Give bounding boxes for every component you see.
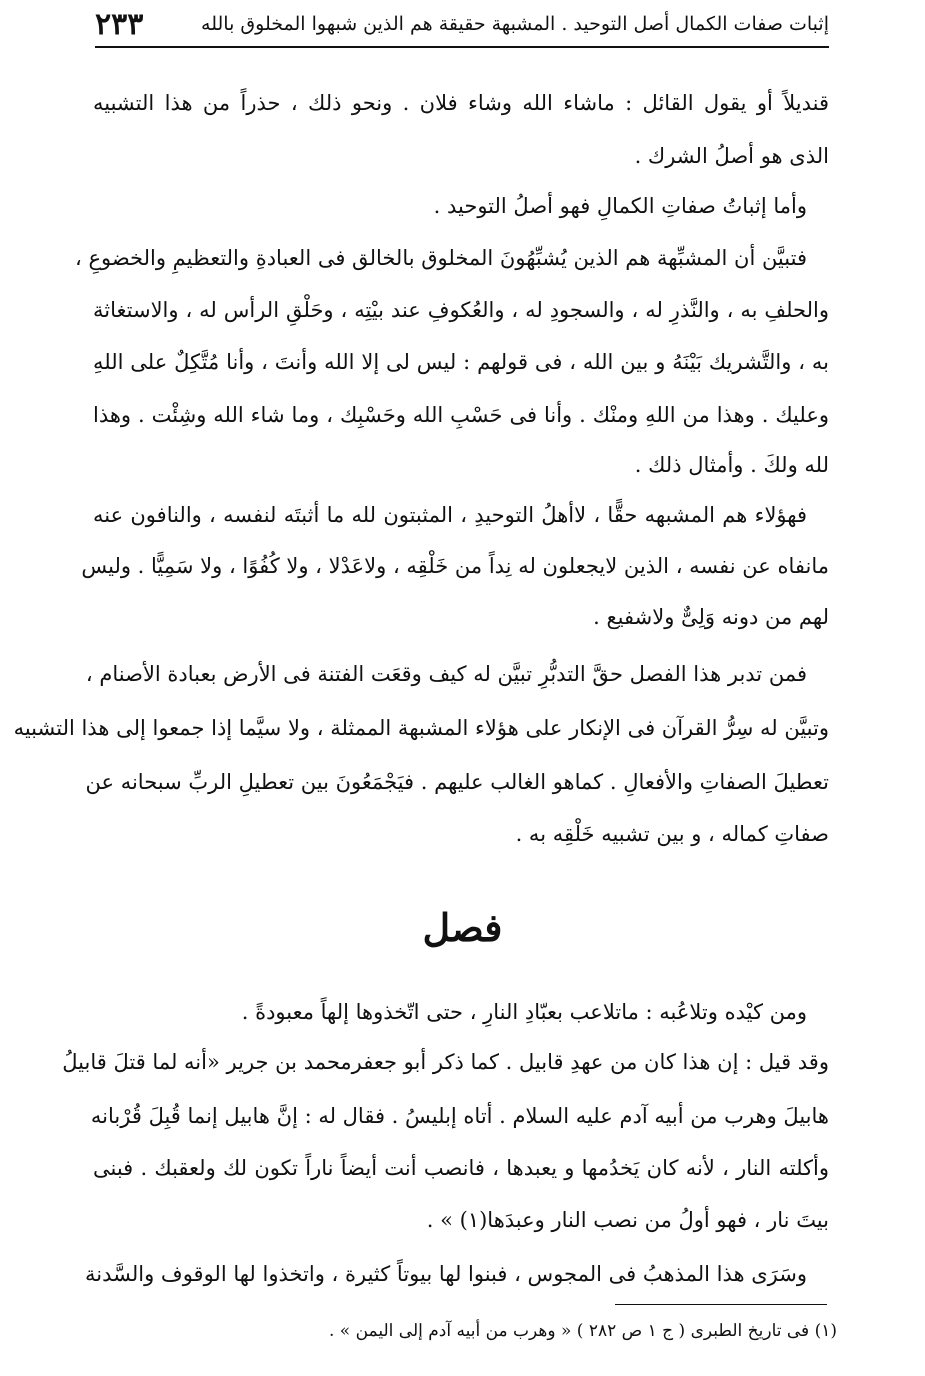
header-rule — [95, 46, 829, 48]
body-line: صفاتِ كماله ، و بين تشبيه خَلْقِه به . — [515, 822, 829, 846]
body-line: والحلفِ به ، والنَّذرِ له ، والسجودِ له ، والعُكوفِ عند بيْتِه ، وحَلْقِ الرأس له ، والاستغاثة — [93, 298, 829, 322]
body-line: وتبيَّن له سِرُّ القرآن فى الإنكار على هؤلاء المشبهة الممثلة ، ولا سيَّما إذا جمعوا إلى هذا التشبيه — [13, 716, 829, 740]
body-line: هابيلَ وهرب من أبيه آدم عليه السلام . أتاه إبليسُ . فقال له : إنَّ هابيل إنما قُبِلَ قُرْبانه — [90, 1104, 829, 1128]
body-line: وقد قيل : إن هذا كان من عهدِ قابيل . كما ذكر أبو جعفرمحمد بن جرير «أنه لما قتلَ قابيلُ — [62, 1050, 829, 1074]
body-line: لهم من دونه وَلِىٌّ ولاشفيع . — [593, 605, 829, 629]
body-line: فمن تدبر هذا الفصل حقَّ التدبُّرِ تبيَّن له كيف وقعَت الفتنة فى الأرض بعبادة الأصنام ، — [85, 662, 807, 686]
footnote: (١) فى تاريخ الطبرى ( ج ١ ص ٢٨٢ ) « وهرب من أبيه آدم إلى اليمن » . — [328, 1321, 837, 1341]
body-line: فتبيَّن أن المشبِّهة هم الذين يُشبِّهُونَ المخلوق بالخالق فى العبادةِ والتعظيمِ والخضوعِ ، — [75, 246, 807, 270]
body-line: مانفاه عن نفسه ، الذين لايجعلون له نِداً من خَلْقِه ، ولاعَدْلا ، ولا كُفُوًا ، ولا سَمِيًّا . وليس — [81, 554, 829, 578]
running-head: إثبات صفات الكمال أصل التوحيد . المشبهة حقيقة هم الذين شبهوا المخلوق بالله — [201, 13, 829, 35]
page-header — [95, 6, 829, 42]
body-line: وعليك . وهذا من اللهِ ومنْك . وأنا فى حَسْبِ الله وحَسْبِك ، وما شاء الله وشِئْت . وهذا — [93, 403, 829, 427]
body-line: ومن كيْده وتلاعُبه : ماتلاعب بعبّادِ النارِ ، حتى اتّخذوها إلهاً معبودةً . — [241, 1000, 807, 1024]
body-line: لله ولكَ . وأمثال ذلك . — [634, 453, 829, 477]
footnote-rule — [615, 1304, 827, 1305]
body-line: قنديلاً أو يقول القائل : ماشاء الله وشاء فلان . ونحو ذلك ، حذراً من هذا التشبيه — [93, 91, 829, 115]
body-line: فهؤلاء هم المشبهه حقًّا ، لاأهلُ التوحيدِ ، المثبتون لله ما أثبتَه لنفسه ، والنافون عنه — [93, 503, 807, 527]
page-number: ٢٣٣ — [95, 6, 144, 42]
body-line: به ، والتَّشريك بَيْنَهُ و بين الله ، فى قولهم : ليس لى إلا الله وأنتَ ، وأنا مُتَّكِلٌ على اللهِ — [93, 350, 829, 374]
body-line: وأما إثباتُ صفاتِ الكمالِ فهو أصلُ التوحيد . — [433, 194, 807, 218]
body-line: وسَرَى هذا المذهبُ فى المجوس ، فبنوا لها بيوتاً كثيرة ، واتخذوا لها الوقوف والسَّدنة — [85, 1262, 807, 1286]
body-line: الذى هو أصلُ الشرك . — [634, 144, 829, 168]
body-line: تعطيلَ الصفاتِ والأفعالِ . كماهو الغالب عليهم . فيَجْمَعُونَ بين تعطيلِ الربِّ سبحانه عن — [85, 770, 829, 794]
body-line: وأكلته النار ، لأنه كان يَخدُمها و يعبدها ، فانصب أنت أيضاً ناراً تكون لك ولعقبك . فبنى — [93, 1156, 829, 1180]
section-heading: فصل — [422, 905, 503, 950]
body-line: بيتَ نار ، فهو أولُ من نصب النار وعبدَها(١) » . — [426, 1208, 829, 1232]
